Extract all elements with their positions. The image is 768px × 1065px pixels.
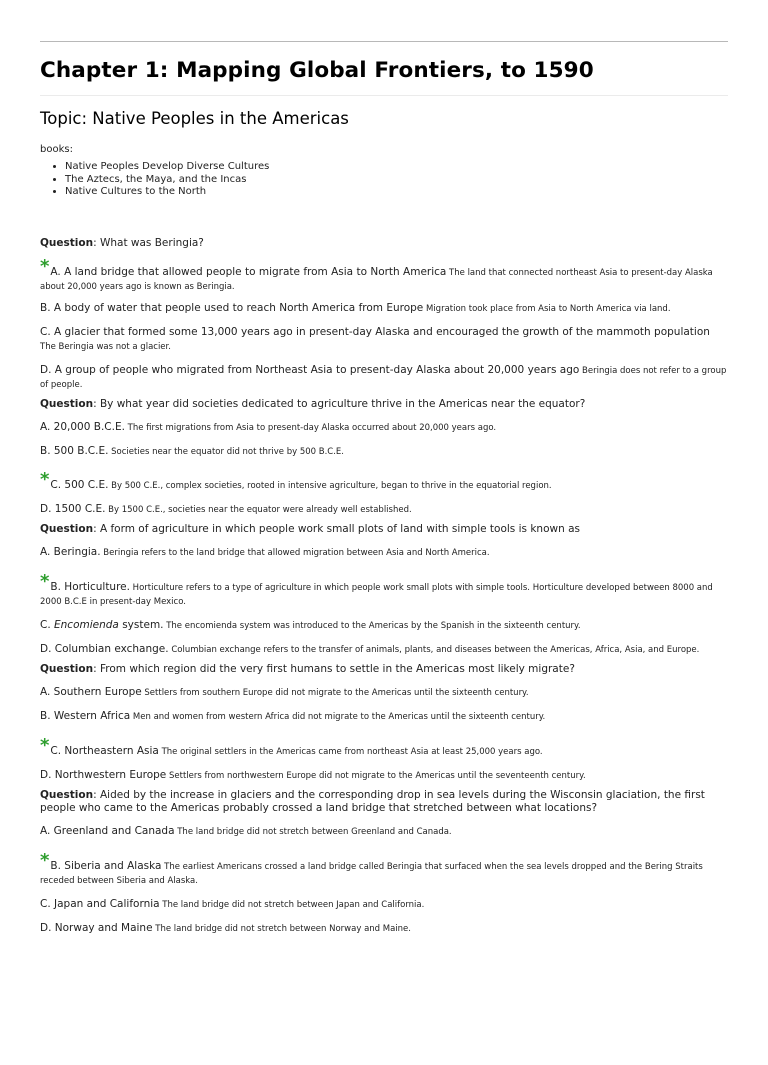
answer-explanation: The first migrations from Asia to present-day Alaska occurred about 20,000 years ago.	[124, 422, 497, 433]
answer-choice: A. 20,000 B.C.E.	[40, 420, 125, 433]
answer-explanation: By 500 C.E., complex societies, rooted in intensive agriculture, began to thrive in the equatorial region.	[108, 480, 552, 491]
answer-choice: B. Siberia and Alaska	[50, 859, 162, 872]
answer-option	[40, 570, 728, 609]
correct-answer-check-icon: *	[40, 468, 50, 490]
answer-explanation: Columbian exchange refers to the transfer of animals, plants, and diseases between the Americas, Africa, Asia, and Europe.	[168, 644, 700, 655]
question-label: Question	[40, 662, 94, 675]
answer-explanation: The land that connected northeast Asia to present-day Alaska about 20,000 years ago is known as Beringia.	[40, 267, 713, 292]
answer-option	[40, 326, 728, 354]
answer-option	[40, 686, 728, 700]
books-label: books:	[40, 144, 73, 155]
answer-choice: D. A group of people who migrated from Northeast Asia to present-day Alaska about 20,000 years ago	[40, 363, 580, 376]
books-list	[40, 161, 728, 199]
answer-choice: B. Horticulture.	[50, 580, 130, 593]
answer-option	[40, 445, 728, 459]
topic-title: Topic: Native Peoples in the Americas	[40, 109, 349, 128]
book-item[interactable]: • The Aztecs, the Maya, and the Incas	[65, 174, 728, 187]
answer-choice-italic: Encomienda	[54, 618, 119, 631]
answer-choice: A. Beringia.	[40, 545, 101, 558]
answer-explanation: Horticulture refers to a type of agriculture in which people work small plots with simple tools. Horticulture developed between 8000 and 2000 B.C.E in present-day Mexico.	[40, 582, 713, 607]
question-label: Question	[40, 397, 94, 410]
book-item[interactable]: • Native Peoples Develop Diverse Cultures	[65, 161, 728, 174]
answer-option	[40, 255, 728, 294]
answer-option	[40, 643, 728, 657]
answer-option	[40, 825, 728, 839]
answer-choice: B. A body of water that people used to reach North America from Europe	[40, 301, 424, 314]
answer-explanation: The land bridge did not stretch between Norway and Maine.	[152, 923, 411, 934]
answer-option	[40, 849, 728, 888]
answer-choice: D. Norway and Maine	[40, 921, 153, 934]
answer-option	[40, 769, 728, 783]
question-body: : From which region did the very first humans to settle in the Americas most likely migrate?	[93, 662, 575, 675]
correct-answer-check-icon: *	[40, 734, 50, 756]
answer-explanation: Settlers from southern Europe did not migrate to the Americas until the sixteenth century.	[141, 687, 529, 698]
question-label: Question	[40, 236, 94, 249]
question-text	[40, 789, 728, 815]
answer-choice: D. 1500 C.E.	[40, 502, 106, 515]
question-text	[40, 398, 728, 411]
answer-explanation: The original settlers in the Americas came from northeast Asia at least 25,000 years ago.	[158, 746, 543, 757]
question-label: Question	[40, 788, 94, 801]
answer-choice: B. 500 B.C.E.	[40, 444, 109, 457]
answer-choice: A. Southern Europe	[40, 685, 142, 698]
answer-option	[40, 421, 728, 435]
book-item[interactable]: • Native Cultures to the North	[65, 186, 728, 199]
answer-option	[40, 710, 728, 724]
answer-option	[40, 922, 728, 936]
answer-choice: D. Columbian exchange.	[40, 642, 169, 655]
top-divider	[40, 41, 728, 42]
document-page	[40, 41, 728, 936]
question-text	[40, 523, 728, 536]
answer-choice: C. Northeastern Asia	[50, 744, 159, 757]
questions-section	[40, 237, 728, 936]
answer-explanation: Men and women from western Africa did not migrate to the Americas until the sixteenth century.	[130, 711, 546, 722]
answer-choice-prefix: C.	[40, 618, 55, 631]
question-label: Question	[40, 522, 94, 535]
question-body: : A form of agriculture in which people work small plots of land with simple tools is known as	[93, 522, 580, 535]
answer-explanation: The land bridge did not stretch between Japan and California.	[159, 899, 425, 910]
answer-choice: D. Northwestern Europe	[40, 768, 167, 781]
question-body: : Aided by the increase in glaciers and the corresponding drop in sea levels during the Wisconsin glaciation, the first people who came to the Americas probably crossed a land bridge that stretched between what locations?	[40, 788, 705, 814]
answer-explanation: The Beringia was not a glacier.	[40, 341, 171, 352]
answer-explanation: The encomienda system was introduced to the Americas by the Spanish in the sixteenth century.	[163, 620, 581, 631]
chapter-title: Chapter 1: Mapping Global Frontiers, to 1590	[40, 58, 594, 83]
answer-choice-suffix: system.	[118, 618, 164, 631]
answer-option	[40, 302, 728, 316]
answer-explanation: The earliest Americans crossed a land bridge called Beringia that surfaced when the sea levels dropped and the Bering Straits receded between Siberia and Alaska.	[40, 861, 703, 886]
answer-choice	[40, 619, 164, 631]
answer-option	[40, 468, 728, 493]
answer-explanation: Migration took place from Asia to North America via land.	[423, 303, 671, 314]
answer-explanation: Settlers from northwestern Europe did not migrate to the Americas until the seventeenth century.	[166, 770, 586, 781]
answer-option	[40, 503, 728, 517]
answer-choice: B. Western Africa	[40, 709, 131, 722]
question-body: : By what year did societies dedicated to agriculture thrive in the Americas near the equator?	[93, 397, 586, 410]
answer-choice: A. A land bridge that allowed people to migrate from Asia to North America	[50, 265, 447, 278]
answer-choice: C. Japan and California	[40, 897, 160, 910]
answer-explanation: By 1500 C.E., societies near the equator were already well established.	[105, 504, 412, 515]
answer-choice: C. 500 C.E.	[50, 478, 109, 491]
answer-explanation: Beringia does not refer to a group of people.	[40, 365, 727, 390]
question-text	[40, 663, 728, 676]
answer-explanation: Societies near the equator did not thrive by 500 B.C.E.	[108, 446, 345, 457]
answer-option	[40, 619, 728, 633]
answer-option	[40, 898, 728, 912]
correct-answer-check-icon: *	[40, 570, 50, 592]
question-text	[40, 237, 728, 250]
answer-option	[40, 734, 728, 759]
question-body: : What was Beringia?	[93, 236, 204, 249]
answer-option	[40, 546, 728, 560]
correct-answer-check-icon: *	[40, 255, 50, 277]
title-divider	[40, 95, 728, 96]
answer-option	[40, 364, 728, 392]
answer-choice: A. Greenland and Canada	[40, 824, 175, 837]
answer-choice: C. A glacier that formed some 13,000 years ago in present-day Alaska and encouraged the growth of the mammoth population	[40, 325, 710, 338]
correct-answer-check-icon: *	[40, 849, 50, 871]
answer-explanation: Beringia refers to the land bridge that allowed migration between Asia and North America.	[100, 547, 490, 558]
answer-explanation: The land bridge did not stretch between Greenland and Canada.	[174, 826, 452, 837]
